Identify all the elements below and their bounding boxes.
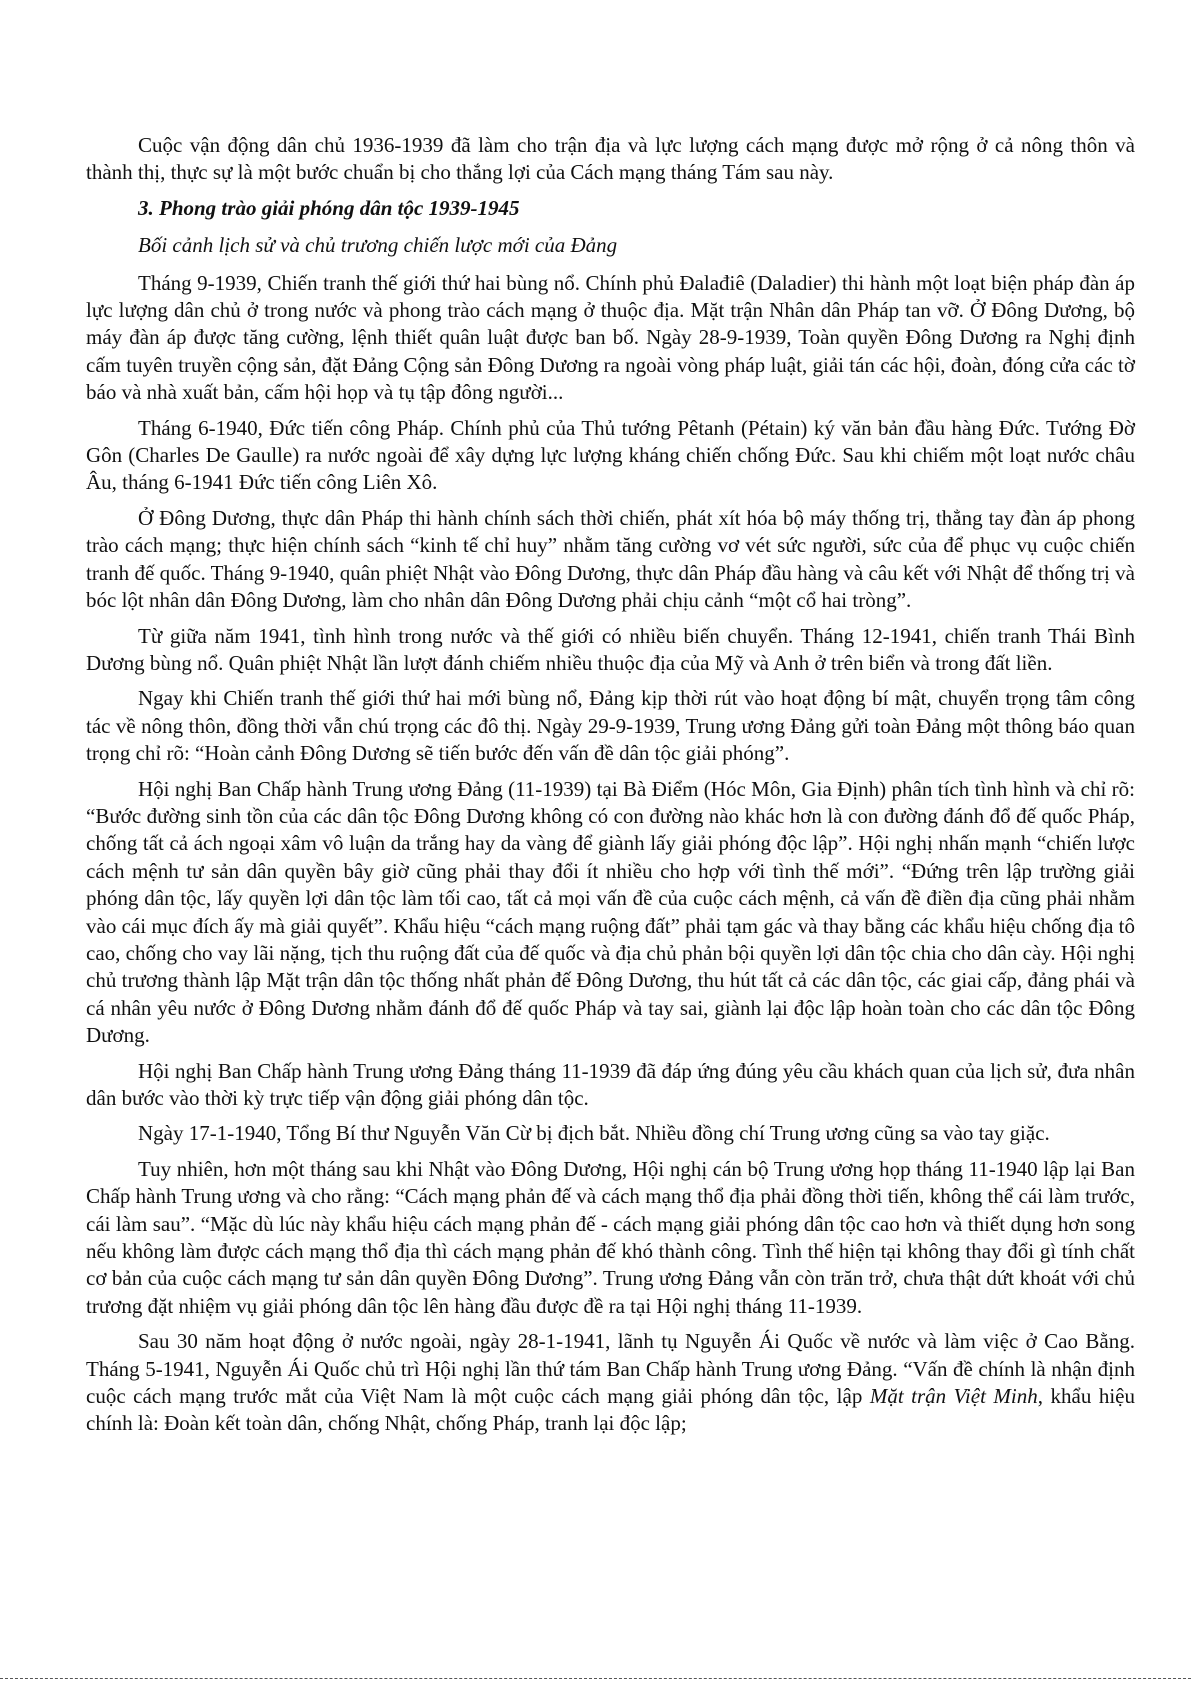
paragraph-november-1940-conference: Tuy nhiên, hơn một tháng sau khi Nhật vào Đông Dương, Hội nghị cán bộ Trung ương họp tháng 11-1940 lập lại Ban Chấp hành Trung ương và cho rằng: “Cách mạng phản đế và cách mạng thổ địa phải đồng thời tiến, không thể cái làm trước, cái làm sau”. “Mặc dù lúc này khẩu hiệu cách mạng phản đế - cách mạng giải phóng dân tộc cao hơn và thiết dụng hơn song nếu không làm được cách mạng thổ địa thì cách mạng phản đế khó thành công. Tình thế hiện tại không thay đổi gì tính chất cơ bản của cuộc cách mạng tư sản dân quyền Đông Dương”. Trung ương Đảng vẫn còn trăn trở, chưa thật dứt khoát với chủ trương đặt nhiệm vụ giải phóng dân tộc lên hàng đầu được đề ra tại Hội nghị tháng 11-1939. xyxy=(86,1156,1135,1318)
paragraph-text-part-2: , khẩu hiệu chính là: Đoàn kết toàn dân, chống Nhật, chống Pháp, tranh lại độc lập; xyxy=(86,1384,1135,1436)
paragraph-september-1939: Tháng 9-1939, Chiến tranh thế giới thứ hai bùng nổ. Chính phủ Đalađiê (Daladier) thi hành một loạt biện pháp đàn áp lực lượng dân chủ ở trong nước và phong trào cách mạng ở thuộc địa. Mặt trận Nhân dân Pháp tan vỡ. Ở Đông Dương, bộ máy đàn áp được tăng cường, lệnh thiết quân luật được ban bố. Ngày 28-9-1939, Toàn quyền Đông Dương ra Nghị định cấm tuyên truyền cộng sản, đặt Đảng Cộng sản Đông Dương ra ngoài vòng pháp luật, giải tán các hội, đoàn, đóng cửa các tờ báo và nhà xuất bản, cấm hội họp và tụ tập đông người... xyxy=(86,270,1135,405)
section-subheading: Bối cảnh lịch sử và chủ trương chiến lược mới của Đảng xyxy=(138,233,618,258)
document-page xyxy=(86,132,1135,1446)
paragraph-arrest-1940: Ngày 17-1-1940, Tổng Bí thư Nguyễn Văn Cừ bị địch bắt. Nhiều đồng chí Trung ương cũng sa vào tay giặc. xyxy=(138,1121,1050,1146)
page-bottom-divider xyxy=(0,1678,1191,1679)
paragraph-june-1940: Tháng 6-1940, Đức tiến công Pháp. Chính phủ của Thủ tướng Pêtanh (Pétain) ký văn bản đầu hàng Đức. Tướng Đờ Gôn (Charles De Gaulle) ra nước ngoài để xây dựng lực lượng kháng chiến chống Đức. Sau khi chiếm một loạt nước châu Âu, tháng 6-1941 Đức tiến công Liên Xô. xyxy=(86,415,1135,495)
paragraph-nguyen-ai-quoc-return xyxy=(86,1328,1135,1438)
section-heading: 3. Phong trào giải phóng dân tộc 1939-1945 xyxy=(138,195,520,220)
paragraph-mid-1941: Từ giữa năm 1941, tình hình trong nước và thế giới có nhiều biến chuyển. Tháng 12-1941, chiến tranh Thái Bình Dương bùng nổ. Quân phiệt Nhật lần lượt đánh chiếm nhiều thuộc địa của Mỹ và Anh ở trên biển và trong đất liền. xyxy=(86,623,1135,675)
paragraph-party-response: Ngay khi Chiến tranh thế giới thứ hai mới bùng nổ, Đảng kịp thời rút vào hoạt động bí mật, chuyển trọng tâm công tác về nông thôn, đồng thời vẫn chú trọng các đô thị. Ngày 29-9-1939, Trung ương Đảng gửi toàn Đảng một thông báo quan trọng chỉ rõ: “Hoàn cảnh Đông Dương sẽ tiến bước đến vấn đề dân tộc giải phóng”. xyxy=(86,686,1135,766)
paragraph-conference-significance: Hội nghị Ban Chấp hành Trung ương Đảng tháng 11-1939 đã đáp ứng đúng yêu cầu khách quan của lịch sử, đưa nhân dân bước vào thời kỳ trực tiếp vận động giải phóng dân tộc. xyxy=(86,1058,1135,1110)
viet-minh-front-term: Mặt trận Việt Minh xyxy=(869,1384,1038,1409)
paragraph-text-part-1: Sau 30 năm hoạt động ở nước ngoài, ngày 28-1-1941, lãnh tụ Nguyễn Ái Quốc về nước và làm việc ở Cao Bằng. Tháng 5-1941, Nguyễn Ái Quốc chủ trì Hội nghị lần thứ tám Ban Chấp hành Trung ương Đảng. “Vấn đề chính là nhận định cuộc cách mạng trước mắt của Việt Nam là một cuộc cách mạng giải phóng dân tộc, lập xyxy=(86,1329,1135,1409)
paragraph-democratic-movement: Cuộc vận động dân chủ 1936-1939 đã làm cho trận địa và lực lượng cách mạng được mở rộng ở cả nông thôn và thành thị, thực sự là một bước chuẩn bị cho thắng lợi của Cách mạng tháng Tám sau này. xyxy=(86,133,1135,185)
paragraph-indochina-policy: Ở Đông Dương, thực dân Pháp thi hành chính sách thời chiến, phát xít hóa bộ máy thống trị, thẳng tay đàn áp phong trào cách mạng; thực hiện chính sách “kinh tế chỉ huy” nhằm tăng cường vơ vét sức người, sức của để phục vụ cuộc chiến tranh đế quốc. Tháng 9-1940, quân phiệt Nhật vào Đông Dương, thực dân Pháp đầu hàng và câu kết với Nhật để thống trị và bóc lột nhân dân Đông Dương, làm cho nhân dân Đông Dương phải chịu cảnh “một cổ hai tròng”. xyxy=(86,505,1135,613)
paragraph-november-1939-conference: Hội nghị Ban Chấp hành Trung ương Đảng (11-1939) tại Bà Điểm (Hóc Môn, Gia Định) phân tích tình hình và chỉ rõ: “Bước đường sinh tồn của các dân tộc Đông Dương không có con đường nào khác hơn là con đường đánh đổ đế quốc Pháp, chống tất cả ách ngoại xâm vô luận da trắng hay da vàng để giành lấy giải phóng độc lập”. Hội nghị nhấn mạnh “chiến lược cách mệnh tư sản dân quyền bây giờ cũng phải thay đổi ít nhiều cho hợp với tình thế mới”. “Đứng trên lập trường giải phóng dân tộc, lấy quyền lợi dân tộc làm tối cao, tất cả mọi vấn đề của cuộc cách mệnh, cả vấn đề điền địa cũng phải nhằm vào cái mục đích ấy mà giải quyết”. Khẩu hiệu “cách mạng ruộng đất” phải tạm gác và thay bằng các khẩu hiệu chống địa tô cao, chống cho vay lãi nặng, tịch thu ruộng đất của đế quốc và địa chủ phản bội quyền lợi dân tộc chia cho dân cày. Hội nghị chủ trương thành lập Mặt trận dân tộc thống nhất phản đế Đông Dương, thu hút tất cả các dân tộc, các giai cấp, đảng phái và cá nhân yêu nước ở Đông Dương nhằm đánh đổ đế quốc Pháp và tay sai, giành lại độc lập hoàn toàn cho các dân tộc Đông Dương. xyxy=(86,776,1135,1048)
